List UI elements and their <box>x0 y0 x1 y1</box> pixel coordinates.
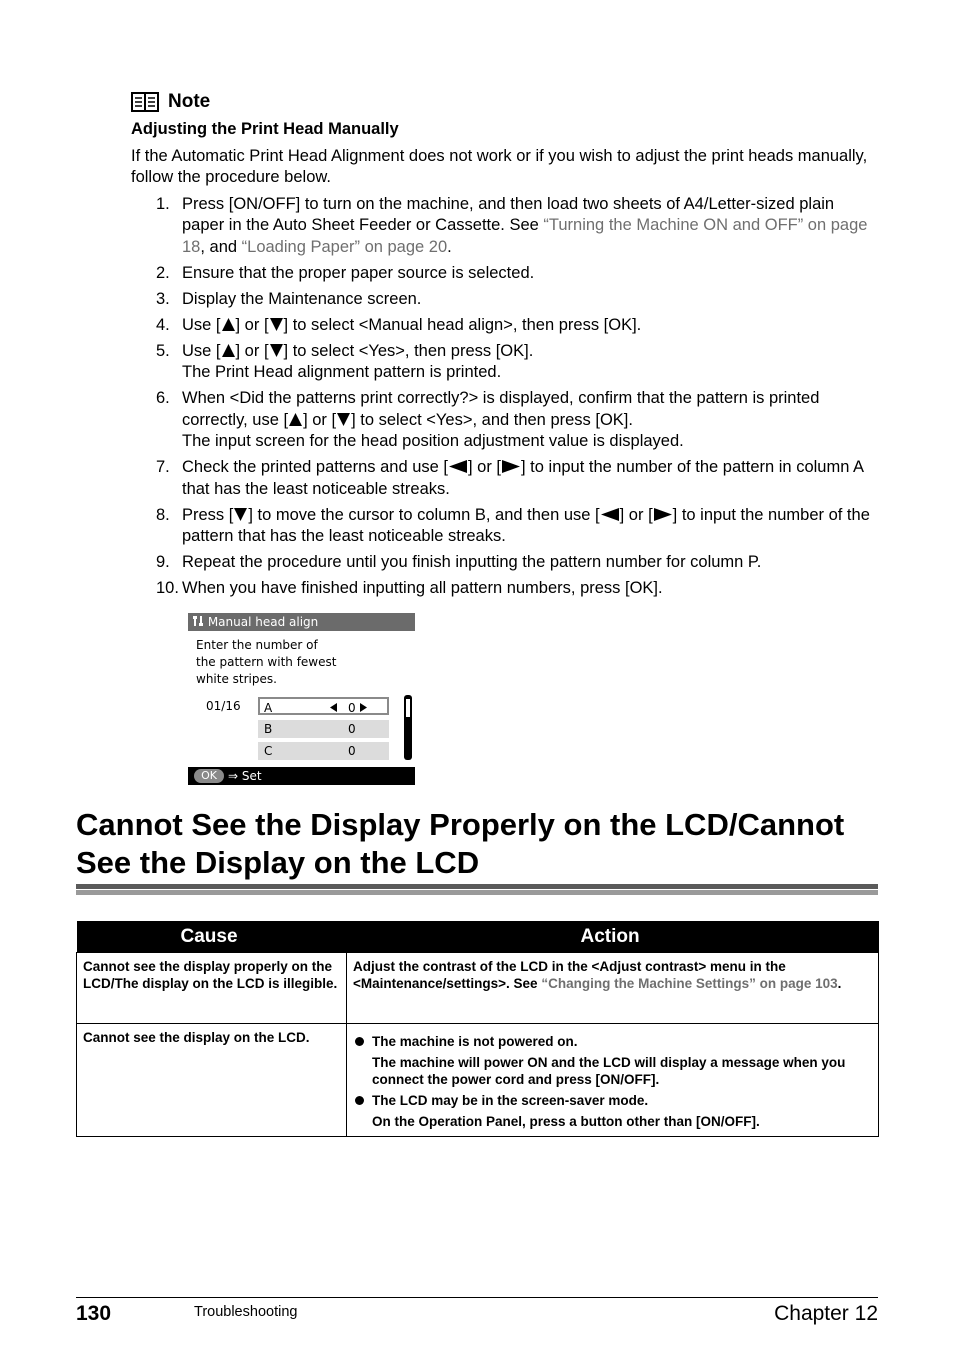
bullet-text: The LCD may be in the screen-saver mode. <box>372 1092 649 1108</box>
step-number: 5. <box>156 341 170 360</box>
header-cause: Cause <box>77 921 347 952</box>
step-9 <box>131 552 876 574</box>
header-action: Action <box>347 921 879 952</box>
step-number: 6. <box>156 389 170 407</box>
step-result: The input screen for the head position adjustment value is displayed. <box>182 432 684 450</box>
lcd-value: 0 <box>348 701 356 715</box>
step-6 <box>131 388 876 453</box>
step-text: Use [ <box>182 341 221 360</box>
down-arrow-icon <box>233 507 248 522</box>
lcd-set-label: ⇒ Set <box>228 769 262 783</box>
section-title-line: Cannot See the Display Properly on the LCD/Cannot <box>76 807 845 842</box>
link-loading-paper[interactable]: “Loading Paper” on page 20 <box>241 237 448 256</box>
section-title <box>76 806 876 882</box>
table-row <box>77 1023 879 1136</box>
step-text: ] to select <Yes>, then press [OK]. <box>283 341 534 360</box>
step-text: Use [ <box>182 315 221 334</box>
lcd-row-a <box>258 697 389 715</box>
table-row <box>77 952 879 1023</box>
tools-icon <box>192 615 204 627</box>
action-bullet <box>353 1092 872 1109</box>
book-icon <box>131 92 159 112</box>
up-arrow-icon <box>288 412 303 427</box>
down-arrow-icon <box>269 317 284 332</box>
down-arrow-icon <box>336 412 351 427</box>
right-arrow-icon <box>653 507 673 522</box>
lcd-title: Manual head align <box>207 615 319 629</box>
lcd-ok-badge: OK <box>194 769 224 783</box>
cause-cell <box>77 952 347 1023</box>
step-text: ] to input the number of the pattern in column A that has the least noticeable streaks. <box>182 458 864 498</box>
link-turning-on-off[interactable]: “Turning the Machine ON and OFF” on page 18 <box>182 216 868 256</box>
section-rule-shadow <box>76 890 878 895</box>
lcd-column-label: A <box>264 701 273 715</box>
lcd-message-line: the pattern with fewest <box>196 655 337 669</box>
step-text: Press [ <box>182 505 234 524</box>
right-arrow-icon <box>360 703 367 712</box>
step-text: ] or [ <box>619 505 653 524</box>
step-number: 3. <box>156 289 170 308</box>
action-text: . <box>837 975 842 991</box>
step-text: When <Did the patterns print correctly?> is displayed, confirm that the pattern is printed correctly, use [ <box>182 389 820 429</box>
step-text: ] or [ <box>235 341 269 360</box>
step-text: ] to select <Manual head align>, then press [OK]. <box>283 315 642 334</box>
right-arrow-icon <box>501 459 521 474</box>
footer-section: Troubleshooting <box>194 1304 298 1320</box>
page-number: 130 <box>76 1302 112 1325</box>
left-arrow-icon <box>448 459 468 474</box>
step-number: 8. <box>156 505 170 524</box>
link-changing-settings[interactable]: “Changing the Machine Settings” on page 103 <box>541 975 838 991</box>
lcd-row-b <box>258 720 389 738</box>
bullet-detail: On the Operation Panel, press a button other than [ON/OFF]. <box>372 1113 760 1129</box>
lcd-scrollbar-thumb <box>406 699 410 717</box>
step-text: Repeat the procedure until you finish inputting the pattern number for column P. <box>182 553 762 571</box>
bullet-text: The machine is not powered on. <box>372 1033 578 1049</box>
lcd-screen <box>188 613 415 785</box>
step-1 <box>131 194 876 259</box>
lcd-title-bar <box>188 613 415 631</box>
step-number: 2. <box>156 263 170 282</box>
step-number: 9. <box>156 553 170 571</box>
left-arrow-icon <box>330 703 337 712</box>
step-7 <box>131 457 876 500</box>
lcd-column-label: C <box>264 744 273 758</box>
step-result: The Print Head alignment pattern is printed. <box>182 363 502 381</box>
lcd-message-line: white stripes. <box>196 672 277 686</box>
step-text: Display the Maintenance screen. <box>182 289 422 308</box>
step-text: When you have finished inputting all pattern numbers, press [OK]. <box>182 579 663 597</box>
procedure-steps <box>131 194 876 600</box>
step-text: Check the printed patterns and use [ <box>182 458 448 476</box>
lcd-row-c <box>258 742 389 760</box>
cause-text: Cannot see the display on the LCD. <box>83 1029 310 1045</box>
lcd-bottom-bar <box>188 767 415 785</box>
action-cell <box>347 1023 879 1136</box>
step-2 <box>131 263 876 285</box>
step-text: ] to input the number of the pattern that has the least noticeable streaks. <box>182 505 870 545</box>
action-bullet <box>353 1033 872 1050</box>
lcd-value: 0 <box>348 722 356 736</box>
step-text: ] or [ <box>303 410 337 429</box>
cause-text: Cannot see the display properly on the LCD/The display on the LCD is illegible. <box>83 958 338 991</box>
cause-cell <box>77 1023 347 1136</box>
step-5 <box>131 341 876 384</box>
step-8 <box>131 505 876 548</box>
step-10 <box>131 578 876 600</box>
step-number: 1. <box>156 194 170 213</box>
step-text: Ensure that the proper paper source is selected. <box>182 263 535 282</box>
lcd-message <box>196 637 336 688</box>
note-subtitle: Adjusting the Print Head Manually <box>131 120 399 138</box>
step-3 <box>131 289 876 311</box>
step-number: 7. <box>156 458 170 476</box>
lcd-page-indicator: 01/16 <box>206 699 241 713</box>
step-text: . <box>447 237 452 256</box>
step-text: ] to move the cursor to column B, and then use [ <box>248 505 600 524</box>
bullet-dot-icon <box>355 1037 364 1046</box>
step-number: 10. <box>156 579 179 597</box>
note-header <box>131 90 876 114</box>
note-intro: If the Automatic Print Head Alignment does not work or if you wish to adjust the print heads manually, follow the procedure below. <box>131 146 868 186</box>
up-arrow-icon <box>221 317 236 332</box>
bullet-dot-icon <box>355 1096 364 1105</box>
left-arrow-icon <box>600 507 620 522</box>
note-block <box>131 90 876 604</box>
section-rule <box>76 884 878 889</box>
lcd-value: 0 <box>348 744 356 758</box>
table-header-row <box>77 921 879 952</box>
step-text: ] or [ <box>235 315 269 334</box>
chapter-label: Chapter 12 <box>774 1302 878 1325</box>
action-cell <box>347 952 879 1023</box>
step-text: ] or [ <box>468 458 502 476</box>
step-text: , and <box>200 237 242 256</box>
lcd-column-label: B <box>264 722 273 736</box>
step-text: ] to select <Yes>, and then press [OK]. <box>351 410 633 429</box>
step-number: 4. <box>156 315 170 334</box>
note-label: Note <box>168 91 211 113</box>
bullet-detail: The machine will power ON and the LCD will display a message when you connect the power cord and press [ON/OFF]. <box>372 1054 846 1087</box>
action-text: Adjust the contrast of the LCD in the <Adjust contrast> menu in the <Maintenance/settings>. See <box>353 958 786 991</box>
step-4 <box>131 315 876 337</box>
down-arrow-icon <box>269 343 284 358</box>
lcd-message-line: Enter the number of <box>196 638 318 652</box>
footer-rule <box>76 1297 878 1298</box>
section-title-line: See the Display on the LCD <box>76 845 480 880</box>
up-arrow-icon <box>221 343 236 358</box>
cause-action-table <box>76 921 879 1137</box>
step-text: Press [ON/OFF] to turn on the machine, and then load two sheets of A4/Letter-sized plain paper in the Auto Sheet Feeder or Cassette. See <box>182 194 835 234</box>
